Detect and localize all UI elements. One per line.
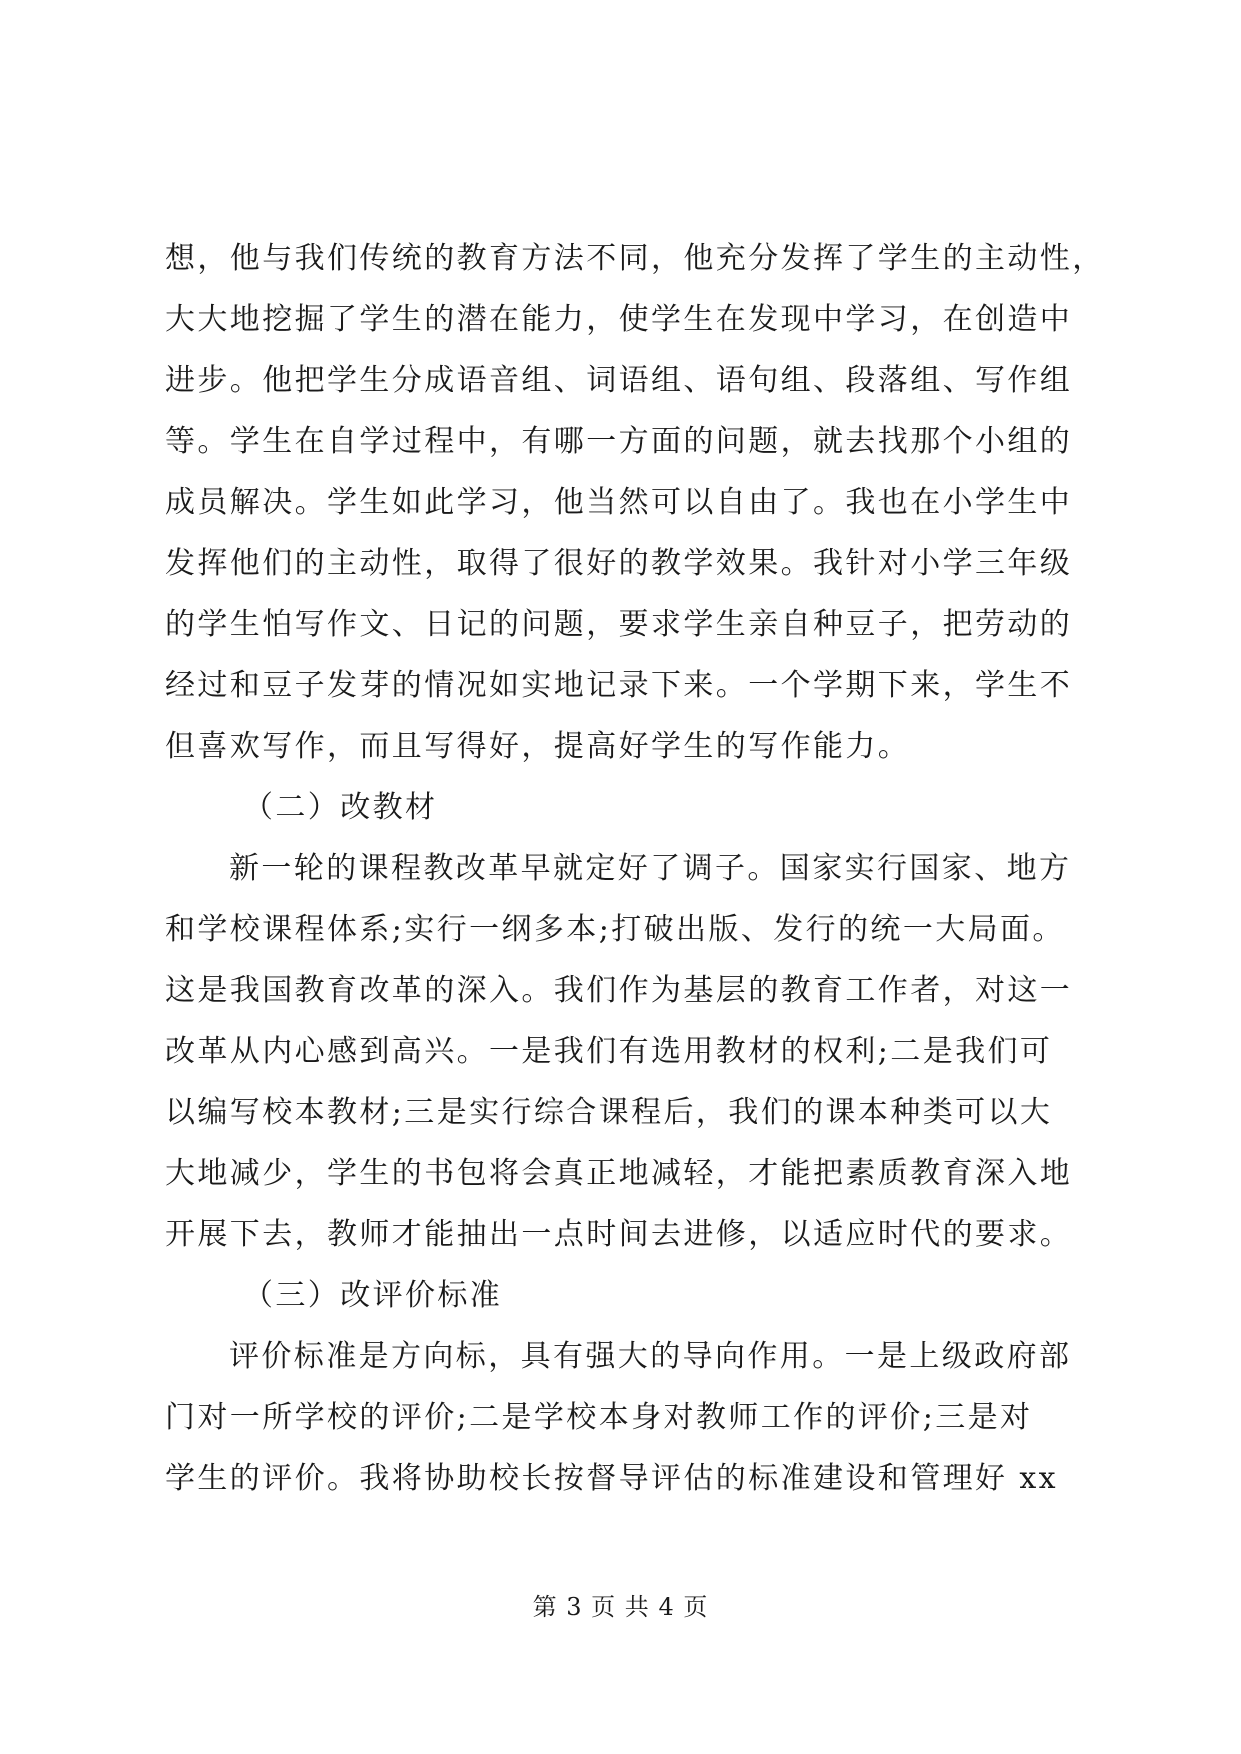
body-line: 但喜欢写作，而且写得好，提高好学生的写作能力。: [165, 729, 911, 764]
body-line: 经过和豆子发芽的情况如实地记录下来。一个学期下来，学生不: [165, 668, 1073, 703]
page-footer: [0, 1587, 1241, 1622]
body-line: 评价标准是方向标，具有强大的导向作用。一是上级政府部: [229, 1339, 1072, 1374]
body-line: 新一轮的课程教改革早就定好了调子。国家实行国家、地方: [229, 851, 1072, 886]
body-line: 大大地挖掘了学生的潜在能力，使学生在发现中学习，在创造中: [165, 302, 1073, 337]
page-number-label: 第 3 页 共 4 页: [532, 1593, 709, 1621]
body-line: 门对一所学校的评价;二是学校本身对教师工作的评价;三是对: [165, 1400, 1033, 1435]
section-heading-3: （三）改评价标准: [243, 1278, 503, 1313]
body-line: 等。学生在自学过程中，有哪一方面的问题，就去找那个小组的: [165, 424, 1073, 459]
body-line: 以编写校本教材;三是实行综合课程后，我们的课本种类可以大: [165, 1095, 1053, 1130]
body-line: 成员解决。学生如此学习，他当然可以自由了。我也在小学生中: [165, 485, 1073, 520]
body-line: 这是我国教育改革的深入。我们作为基层的教育工作者，对这一: [165, 973, 1073, 1008]
body-line: 想，他与我们传统的教育方法不同，他充分发挥了学生的主动性，: [165, 241, 1105, 276]
body-line: 大地减少，学生的书包将会真正地减轻，才能把素质教育深入地: [165, 1156, 1073, 1191]
body-line: 和学校课程体系;实行一纲多本;打破出版、发行的统一大局面。: [165, 912, 1065, 947]
body-line: 发挥他们的主动性，取得了很好的教学效果。我针对小学三年级: [165, 546, 1073, 581]
section-heading-2: （二）改教材: [243, 790, 438, 825]
body-line: 学生的评价。我将协助校长按督导评估的标准建设和管理好 xx: [165, 1461, 1058, 1496]
body-line: 开展下去，教师才能抽出一点时间去进修，以适应时代的要求。: [165, 1217, 1073, 1252]
body-line: 的学生怕写作文、日记的问题，要求学生亲自种豆子，把劳动的: [165, 607, 1073, 642]
document-body: [165, 228, 1105, 1509]
body-line: 进步。他把学生分成语音组、词语组、语句组、段落组、写作组: [165, 363, 1073, 398]
body-line: 改革从内心感到高兴。一是我们有选用教材的权利;二是我们可: [165, 1034, 1053, 1069]
